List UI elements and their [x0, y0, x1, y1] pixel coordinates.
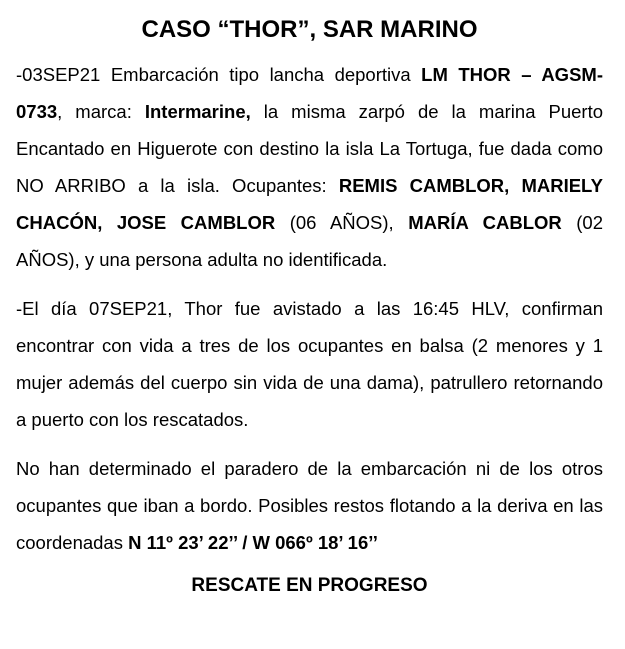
occupant-name: MARÍA CABLOR: [408, 212, 562, 233]
occupant-names: REMIS CAMBLOR, MARIELY CHACÓN, JOSE CAMBLOR: [16, 175, 603, 233]
vessel-name: LM THOR – AGSM-0733: [16, 64, 603, 122]
text-segment: la misma zarpó de la marina Puerto Encantado en Higuerote con destino la isla La Tortuga, fue dada como NO ARRIBO a la isla. Ocupantes:: [16, 101, 603, 196]
text-segment: , marca:: [57, 101, 145, 122]
text-segment: (06 AÑOS),: [275, 212, 409, 233]
vessel-brand: Intermarine,: [144, 101, 251, 122]
rescue-status: RESCATE EN PROGRESO: [191, 575, 428, 596]
paragraph-sighting: -El día 07SEP21, Thor fue avistado a las 16:45 HLV, confirman encontrar con vida a tres de los ocupantes en balsa (2 menores y 1 mujer además del cuerpo sin vida de una dama), patrullero retornando a puerto con los rescatados.: [16, 298, 603, 430]
paragraph-coordinates: [16, 450, 603, 561]
text-segment: (02 AÑOS), y una persona adulta no identificada.: [16, 212, 604, 270]
text-segment: No han determinado el paradero de la embarcación ni de los otros ocupantes que iban a bordo. Posibles restos flotando a la deriva en las coordenadas: [16, 458, 603, 553]
document-title: CASO “THOR”, SAR MARINO: [141, 16, 478, 43]
text-segment: -03SEP21 Embarcación tipo lancha deportiva: [16, 64, 422, 85]
paragraph-departure: [16, 56, 603, 278]
coordinates: N 11º 23’ 22’’ / W 066º 18’ 16’’: [128, 532, 378, 553]
